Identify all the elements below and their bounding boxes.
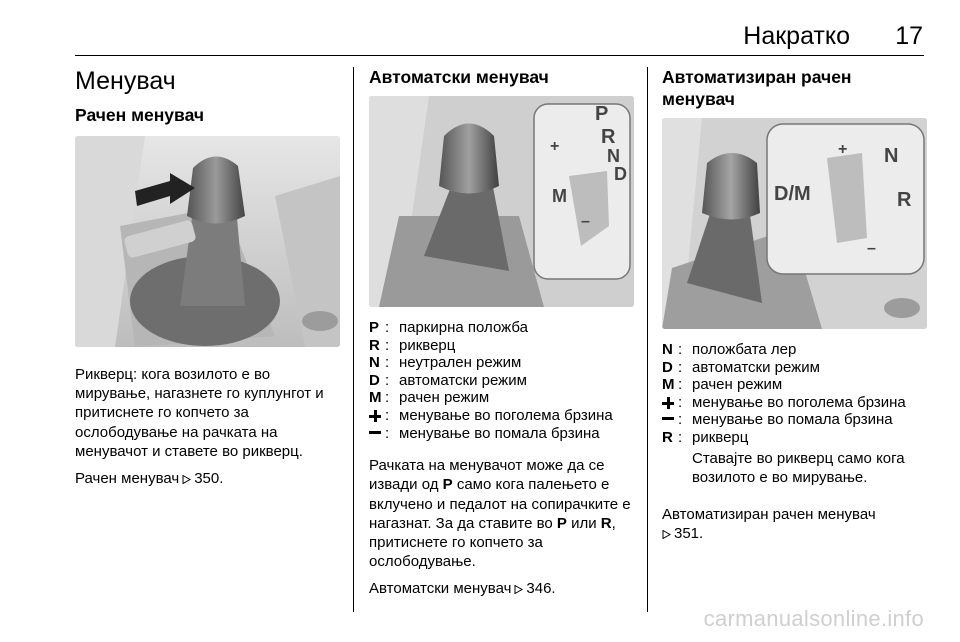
legend-row: D : автоматски режим — [662, 359, 927, 377]
reference-text: Автоматски менувач — [369, 580, 512, 598]
inset-label-1: P — [595, 103, 609, 125]
reference-link[interactable] — [369, 579, 634, 598]
legend-row: R : рикверц — [662, 429, 927, 447]
automated-manual-shifter-image — [662, 118, 927, 329]
legend-row: D : автоматски режим — [369, 372, 634, 390]
legend-row: : менување во поголема брзина — [662, 394, 927, 412]
reverse-instructions: Рикверц: кога возилото е во мирување, нагазнете го куплунгот и притиснете го копчето за ослободување на рачката на менувачот и ставете во рикверц. — [75, 366, 324, 460]
inset-label-2: N — [884, 145, 899, 167]
legend-row: : менување во помала брзина — [662, 411, 927, 429]
inset-label-5: M — [552, 186, 567, 206]
inset-label-6: + — [550, 138, 560, 155]
inset-label-7: – — [581, 213, 590, 230]
legend-desc: паркирна положба — [399, 319, 528, 336]
legend-desc: рачен режим — [692, 376, 783, 394]
inset-label-3: N — [607, 146, 620, 166]
inset-label-3: R — [897, 189, 912, 211]
legend-key: D — [369, 371, 380, 389]
inset-label-1: D/M — [774, 183, 811, 205]
legend-key: N — [369, 354, 380, 372]
section-heading: Автоматски менувач — [369, 67, 549, 87]
legend-key: P — [369, 319, 380, 336]
header-title: Накратко — [743, 22, 850, 50]
reference-text: Автоматизиран рачен менувач — [662, 505, 876, 523]
plus-icon — [369, 407, 385, 425]
legend-row: P : паркирна положба — [369, 319, 634, 337]
subsection-heading: Рачен менувач — [75, 105, 205, 125]
legend-key: N — [662, 341, 673, 358]
legend-desc: автоматски режим — [399, 371, 527, 389]
legend-row: M : рачен режим — [369, 389, 634, 407]
header-rule — [75, 55, 924, 56]
legend-desc: менување во поголема брзина — [692, 393, 906, 411]
section-heading: Менувач — [75, 67, 176, 95]
automatic-instructions: Рачката на менувачот може да се извади од P само кога палењето е вклучено и педалот на сопирачките е нагазнат. За да ставите во P или R, притиснете го копчето за ослободување. — [369, 457, 631, 571]
legend-row: R : рикверц — [369, 337, 634, 355]
column-divider — [353, 67, 354, 612]
minus-icon — [369, 425, 385, 443]
reference-arrow-icon — [662, 525, 671, 534]
column-automated-manual-transmission — [662, 66, 927, 543]
section-heading: Автоматизиран рачен менувач — [662, 67, 852, 109]
legend-desc: положбата лер — [692, 341, 797, 358]
legend-row: : менување во поголема брзина — [369, 407, 634, 425]
legend-desc: менување во помала брзина — [399, 424, 600, 442]
inset-label-2: R — [601, 126, 616, 148]
legend-key: R — [662, 428, 673, 446]
reference-link[interactable] — [75, 469, 340, 488]
reference-arrow-icon — [182, 470, 191, 479]
watermark: carmanualsonline.info — [703, 606, 924, 631]
inset-label-4: + — [838, 141, 848, 158]
reverse-note: Ставајте во рикверц само кога возилото е во мирување. — [692, 449, 905, 486]
page-number: 17 — [895, 22, 923, 50]
reference-text: Рачен менувач — [75, 470, 180, 488]
legend-row: N : неутрален режим — [369, 354, 634, 372]
legend-row: M : рачен режим — [662, 376, 927, 394]
column-manual-transmission — [75, 66, 340, 488]
legend-row: : менување во помала брзина — [369, 425, 634, 443]
legend-desc: менување во поголема брзина — [399, 406, 613, 424]
reference-page: 350. — [194, 470, 224, 488]
legend-desc: рачен режим — [399, 389, 490, 407]
reference-link[interactable] — [662, 505, 927, 543]
inset-label-4: D — [614, 164, 627, 184]
legend-desc: рикверц — [692, 428, 749, 446]
column-divider — [647, 67, 648, 612]
automatic-shifter-image — [369, 96, 634, 307]
minus-icon — [662, 411, 678, 429]
inset-label-5: – — [867, 240, 876, 257]
legend-key: M — [369, 389, 382, 407]
manual-shifter-image — [75, 136, 340, 347]
gear-legend — [369, 319, 634, 442]
legend-desc: неутрален режим — [399, 354, 522, 372]
legend-desc: рикверц — [399, 336, 456, 354]
reference-page: 351. — [674, 525, 704, 543]
legend-key: R — [369, 336, 380, 354]
plus-icon — [662, 394, 678, 412]
reference-arrow-icon — [514, 580, 523, 589]
column-automatic-transmission — [369, 66, 634, 599]
legend-key: D — [662, 358, 673, 376]
gear-legend — [662, 341, 927, 447]
reference-page: 346. — [526, 580, 556, 598]
legend-row: N : положбата лер — [662, 341, 927, 359]
legend-desc: автоматски режим — [692, 358, 820, 376]
legend-key: M — [662, 376, 675, 394]
legend-desc: менување во помала брзина — [692, 411, 893, 429]
